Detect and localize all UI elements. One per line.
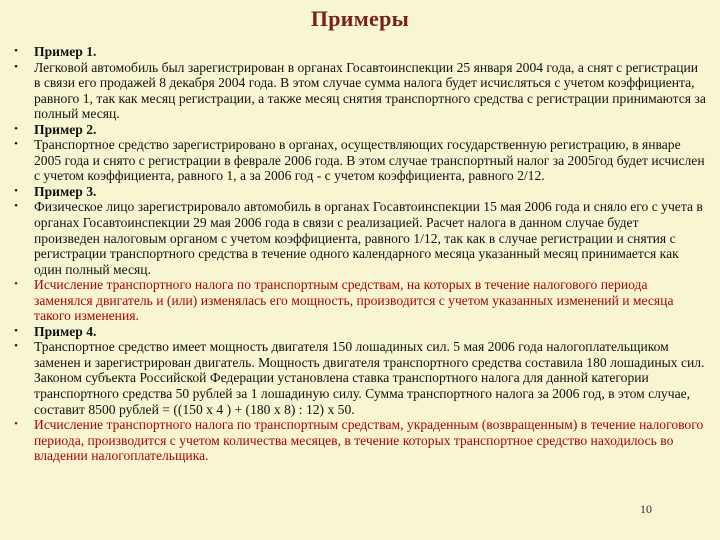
bullet-icon: • [14,60,18,73]
bullet-icon: • [14,324,18,337]
list-item-example-2-body [6,137,706,184]
bullet-icon: • [14,122,18,135]
bullet-icon: • [14,184,18,197]
list-item-example-4-heading [6,324,706,340]
list-item-example-3-body [6,199,706,277]
list-item-text: Пример 3. [34,183,97,199]
bullet-icon: • [14,278,18,291]
list-item-text: Легковой автомобиль был зарегистрирован в органах Госавтоинспекции 25 января 2004 года, а снят с регистрации в связи его продажей 8 декабря 2004 года. В этом случае сумма налога будет исчисляться с учетом коэффициента, равного 1, так как месяц регистрации, а также месяц снятия транспортного средства с регистрации принимаются за полный месяц. [34,59,706,122]
bullet-icon: • [14,340,18,353]
list-item-example-1-body [6,60,706,122]
list-item-text: Пример 4. [34,323,97,339]
bullet-icon: • [14,418,18,431]
list-item-text: Исчисление транспортного налога по транспортным средствам, украденным (возвращенным) в течение налогового периода, производится с учетом количества месяцев, в течение которых транспортное средство находилось во владении налогоплательщика. [34,417,704,464]
list-item-text: Исчисление транспортного налога по транспортным средствам, на которых в течение налогового периода заменялся двигатель и (или) изменялась его мощность, производится с учетом указанных изменений и месяца такого изменения. [34,277,674,324]
page-number: 10 [640,502,652,516]
bullet-icon: • [14,200,18,213]
list-item-text: Транспортное средство имеет мощность двигателя 150 лошадиных сил. 5 мая 2006 года налогоплательщиком заменен и зарегистрирован двигатель. Мощность двигателя транспортного средства составила 180 лошадиных сил. Законом субъекта Российской Федерации установлена ставка транспортного налога для данной категории транспортного средства 50 рублей за 1 лошадиную силу. Сумма транспортного налога за 2006 год, в этом случае, составит 8500 рублей = ((150 х 4 ) + (180 х 8) : 12) х 50. [34,339,705,417]
list-item-example-2-heading [6,122,706,138]
list-item-text: Пример 2. [34,121,97,137]
slide-title: Примеры [310,6,410,31]
bullet-list [6,44,706,464]
list-item-text: Физическое лицо зарегистрировало автомобиль в органах Госавтоинспекции 15 мая 2006 года и сняло его с учета в органах Госавтоинспекции 29 мая 2006 года в связи с реализацией. Расчет налога в данном случае будет произведен налоговым органом с учетом коэффициента, равного 1/12, так как в случае регистрации и снятия с регистрации транспортного средства в течение одного календарного месяца указанный месяц принимается как один полный месяц. [34,199,703,277]
list-item-example-3-heading [6,184,706,200]
list-item-example-4-body [6,339,706,417]
list-item-stolen-rule [6,417,706,464]
bullet-icon: • [14,138,18,151]
list-item-engine-rule [6,277,706,324]
list-item-text: Пример 1. [34,44,97,59]
bullet-icon: • [14,45,18,57]
list-item-text: Транспортное средство зарегистрировано в органах, осуществляющих государственную регистрацию, в январе 2005 года и снято с регистрации в феврале 2006 года. В этом случае транспортный налог за 2005год будет исчислен с учетом коэффициента, равного 1, а за 2006 год - с учетом коэффициента, равного 2/12. [34,137,705,184]
list-item-example-1-heading [6,44,706,60]
